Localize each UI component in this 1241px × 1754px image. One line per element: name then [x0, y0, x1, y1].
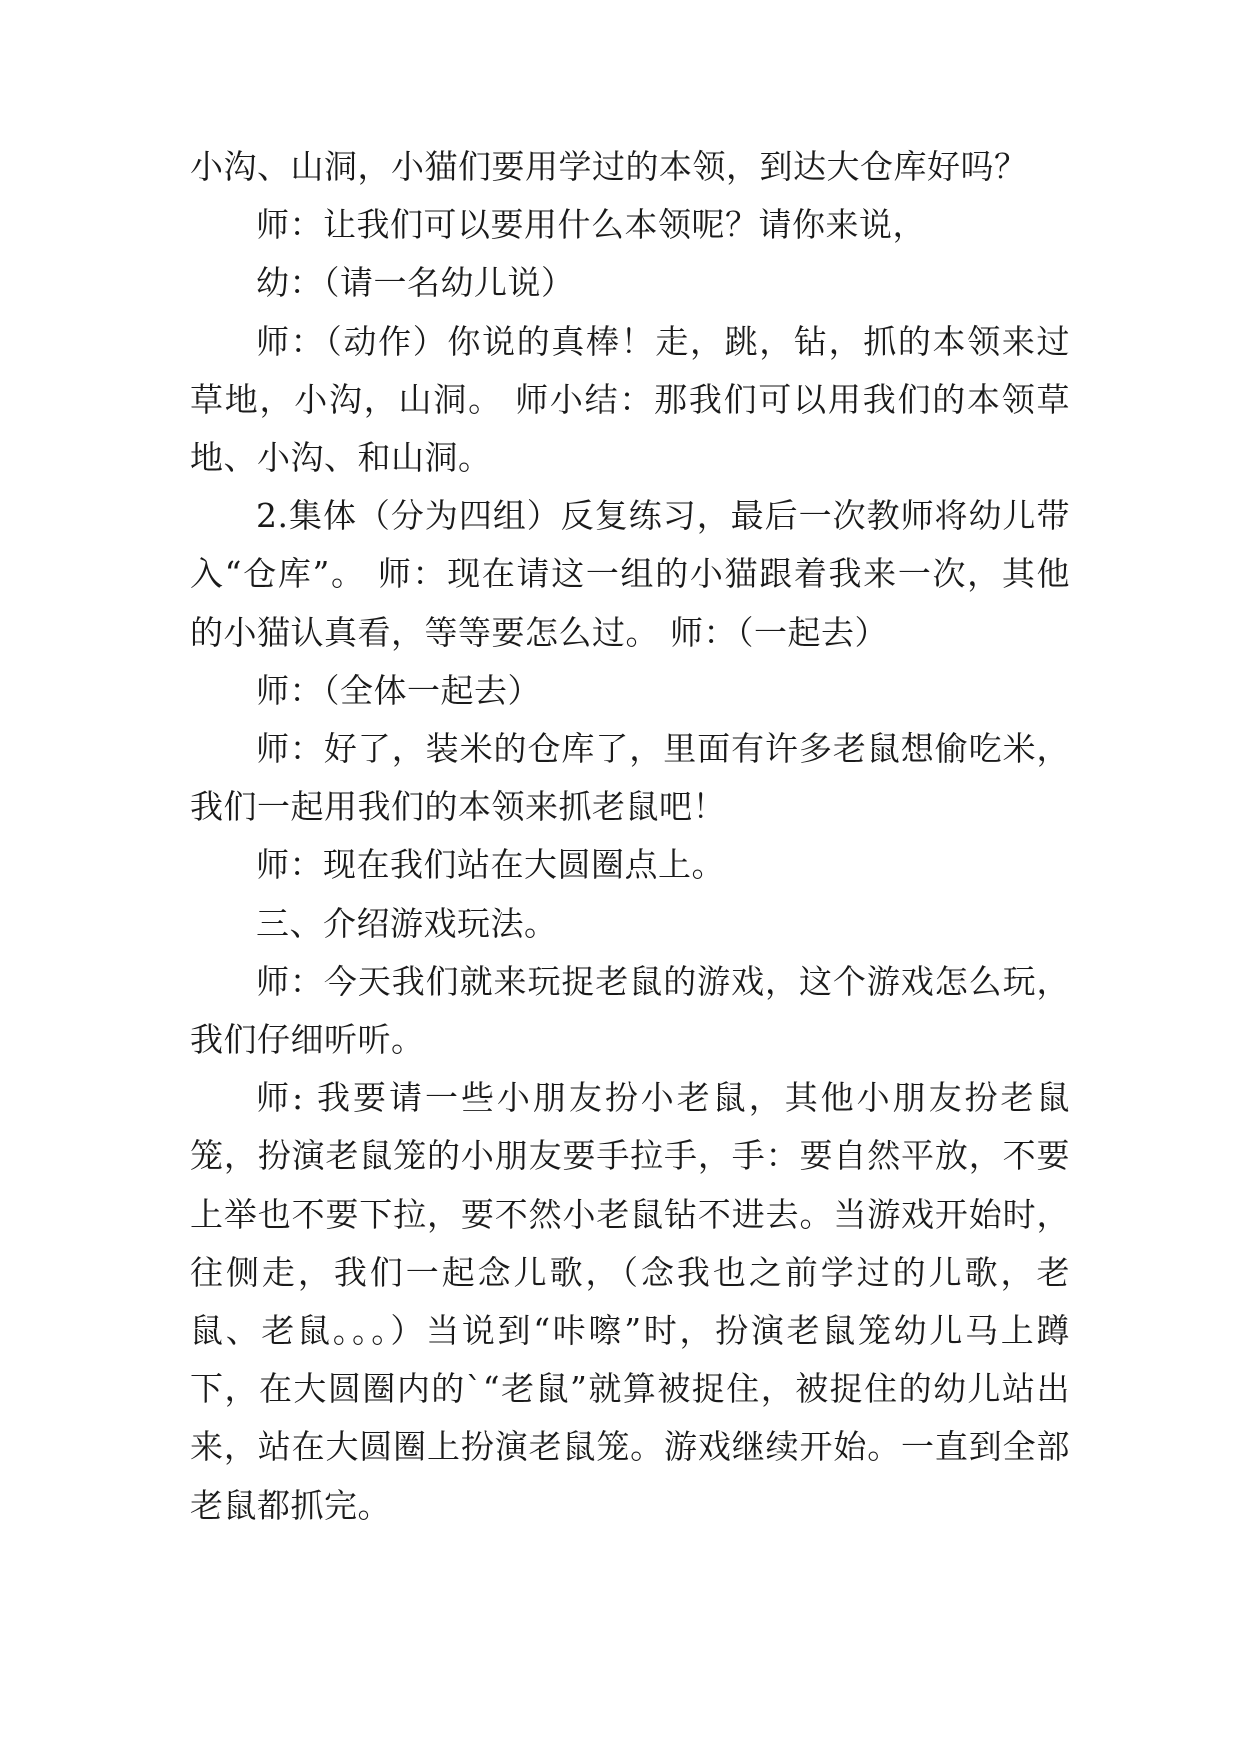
document-page: [190, 138, 1070, 1535]
paragraph-1: 小沟、山洞，小猫们要用学过的本领，到达大仓库好吗？: [190, 147, 1028, 186]
paragraph-2: 师：让我们可以要用什么本领呢？请你来说，: [256, 205, 926, 245]
paragraph-10: 师：今天我们就来玩捉老鼠的游戏，这个游戏怎么玩，我们仔细听听。: [190, 961, 1070, 1060]
paragraph-6: 师：（全体一起去）: [256, 670, 541, 710]
paragraph-11: 师: 我要请一些小朋友扮小老鼠，其他小朋友扮老鼠笼，扮演老鼠笼的小朋友要手拉手，手：要自然平放，不要上举也不要下拉，要不然小老鼠钻不进去。当游戏开始时，往侧走，我们一起念儿歌，（念我也之前学过的儿歌，老鼠、老鼠。。。）当说到“咔嚓”时，扮演老鼠笼幼儿马上蹲下，在大圆圈内的`“老鼠”就算被捉住，被捉住的幼儿站出来，站在大圆圈上扮演老鼠笼。游戏继续开始。一直到全部老鼠都抓完。: [190, 1078, 1070, 1525]
section-heading: 三、介绍游戏玩法。: [256, 903, 558, 943]
paragraph-3: 幼：（请一名幼儿说）: [256, 263, 575, 303]
paragraph-4: 师：（动作）你说的真棒！走，跳，钻，抓的本领来过草地，小沟，山洞。 师小结：那我们可以用我们的本领草地、小沟、和山洞。: [190, 321, 1070, 478]
paragraph-7: 师：好了，装米的仓库了，里面有许多老鼠想偷吃米，我们一起用我们的本领来抓老鼠吧！: [190, 729, 1070, 827]
paragraph-8: 师：现在我们站在大圆圈点上。: [256, 845, 725, 885]
paragraph-5: 2.集体（分为四组）反复练习，最后一次教师将幼儿带入“仓库”。 师：现在请这一组的小猫跟着我来一次，其他的小猫认真看，等等要怎么过。 师：（一起去）: [190, 496, 1070, 652]
